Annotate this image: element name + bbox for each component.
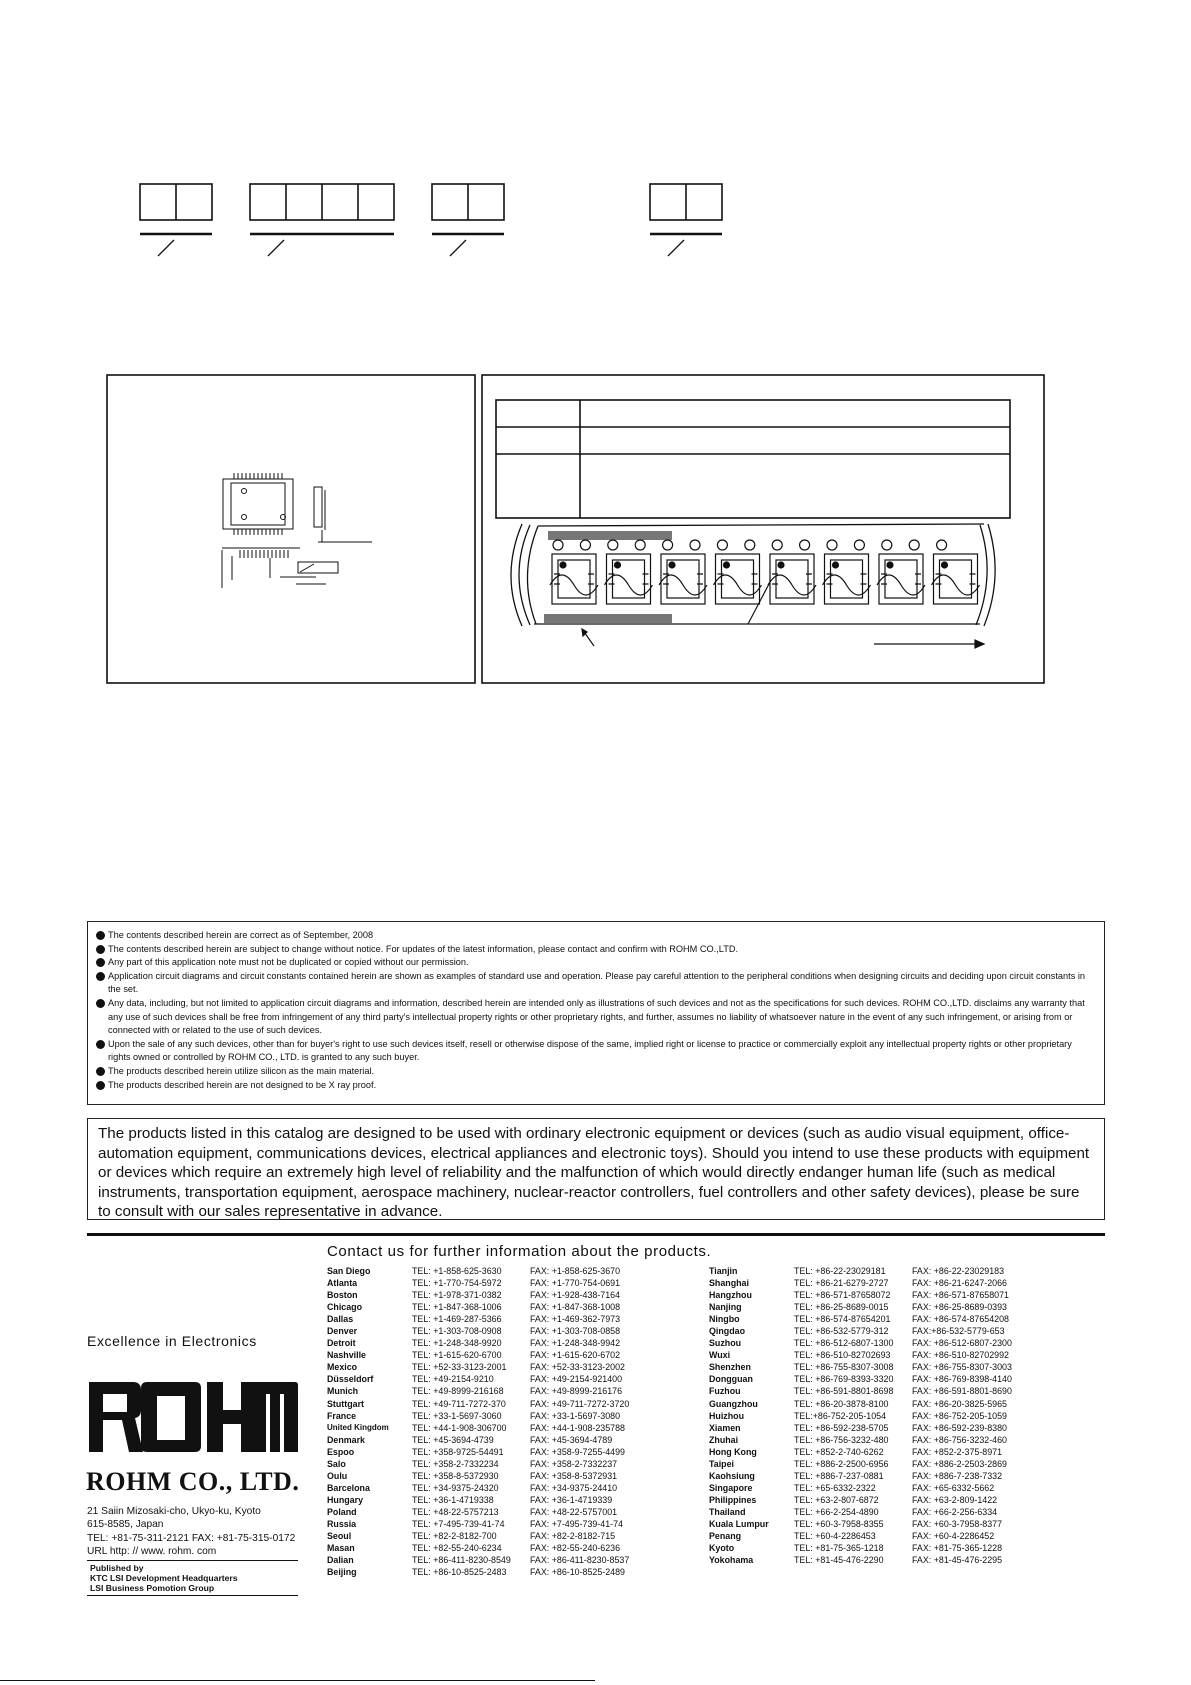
contact-tel: TEL: +86-25-8689-0015 xyxy=(794,1302,889,1313)
contact-fax: FAX:+86-532-5779-653 xyxy=(912,1326,1005,1337)
contact-tel: TEL: +7-495-739-41-74 xyxy=(412,1518,505,1529)
sprocket-hole xyxy=(937,540,947,550)
contact-fax: FAX: +86-510-82702992 xyxy=(912,1350,1009,1361)
contact-tel: TEL: +1-858-625-3630 xyxy=(412,1266,502,1276)
contact-row xyxy=(327,1518,670,1530)
contact-fax: FAX: +45-3694-4789 xyxy=(530,1434,613,1445)
contact-fax: FAX: +60-3-7958-8377 xyxy=(912,1518,1003,1529)
tagline: Excellence in Electronics xyxy=(87,1333,257,1349)
contact-city: Xiamen xyxy=(709,1422,741,1433)
contact-tel: TEL: +63-2-807-6872 xyxy=(794,1494,879,1505)
contact-tel: TEL: +60-3-7958-8355 xyxy=(794,1518,884,1529)
contact-row xyxy=(327,1289,670,1301)
contact-fax: FAX: +358-8-5372931 xyxy=(530,1470,618,1481)
contact-city: Guangzhou xyxy=(709,1398,758,1409)
contact-tel: TEL: +886-7-237-0881 xyxy=(794,1470,884,1481)
contact-row xyxy=(709,1325,1052,1337)
tape-pocket xyxy=(768,554,816,604)
tape-pocket xyxy=(932,554,980,604)
contact-row xyxy=(327,1265,670,1277)
contact-fax: FAX: +86-571-87658071 xyxy=(912,1290,1009,1301)
contact-row xyxy=(327,1385,670,1397)
contact-fax: FAX: +66-2-256-6334 xyxy=(912,1506,998,1517)
contact-tel: TEL: +886-2-2500-6956 xyxy=(794,1458,889,1469)
contact-city: Denver xyxy=(327,1326,358,1337)
contact-city: Chicago xyxy=(327,1302,363,1313)
published-by xyxy=(87,1560,298,1596)
contact-city: Dallas xyxy=(327,1314,354,1325)
contact-city: Wuxi xyxy=(709,1350,731,1361)
contact-row xyxy=(709,1518,1052,1530)
contact-city: San Diego xyxy=(327,1266,371,1276)
contact-tel: TEL: +82-55-240-6234 xyxy=(412,1543,502,1554)
contact-fax: FAX: +1-469-362-7973 xyxy=(530,1314,621,1325)
contact-row xyxy=(327,1494,670,1506)
address-line-2: 615-8585, Japan xyxy=(87,1519,164,1531)
legal-item xyxy=(96,1079,1096,1093)
contact-fax: FAX: +49-8999-216176 xyxy=(530,1386,623,1397)
contact-row xyxy=(327,1410,670,1422)
contact-title: Contact us for further information about the products. xyxy=(327,1243,712,1260)
sprocket-hole xyxy=(663,540,673,550)
sprocket-hole xyxy=(745,540,755,550)
contact-row xyxy=(327,1277,670,1289)
legal-item-text: The products described herein utilize silicon as the main material. xyxy=(108,1065,375,1076)
contact-tel: TEL: +1-770-754-5972 xyxy=(412,1278,502,1289)
contact-row xyxy=(709,1373,1052,1385)
contact-city: Yokohama xyxy=(709,1555,754,1566)
contact-row xyxy=(709,1265,1052,1277)
contact-fax: FAX: +81-75-365-1228 xyxy=(912,1543,1003,1554)
contact-city: Oulu xyxy=(327,1470,348,1481)
contact-fax: FAX: +82-55-240-6236 xyxy=(530,1543,621,1554)
contact-row xyxy=(327,1337,670,1349)
contact-tel: TEL: +45-3694-4739 xyxy=(412,1434,494,1445)
contact-tel: TEL: +86-592-238-5705 xyxy=(794,1422,889,1433)
contact-row xyxy=(709,1410,1052,1422)
contact-row xyxy=(709,1482,1052,1494)
contact-fax: FAX: +86-755-8307-3003 xyxy=(912,1362,1012,1373)
contact-city: Denmark xyxy=(327,1434,365,1445)
legal-item-text: The products described herein are not designed to be X ray proof. xyxy=(108,1079,377,1090)
contact-fax: FAX: +49-2154-921400 xyxy=(530,1374,623,1385)
sprocket-hole xyxy=(800,540,810,550)
contact-fax: FAX: +81-45-476-2295 xyxy=(912,1555,1003,1566)
contact-tel: TEL: +358-8-5372930 xyxy=(412,1470,499,1481)
contact-row xyxy=(709,1506,1052,1518)
contact-row xyxy=(709,1289,1052,1301)
sprocket-hole xyxy=(608,540,618,550)
contact-tel: TEL: +81-75-365-1218 xyxy=(794,1543,884,1554)
legal-item-text: Any part of this application note must not be duplicated or copied without our permission. xyxy=(108,957,469,968)
contact-city: Nashville xyxy=(327,1350,366,1361)
sprocket-hole xyxy=(580,540,590,550)
contact-tel: TEL: +86-20-3878-8100 xyxy=(794,1398,889,1409)
contact-city: Hong Kong xyxy=(709,1446,757,1457)
contact-fax: FAX: +65-6332-5662 xyxy=(912,1482,995,1493)
legal-item xyxy=(96,956,1096,970)
contact-tel: TEL: +49-711-7272-370 xyxy=(412,1398,506,1409)
contact-fax: FAX: +48-22-5757001 xyxy=(530,1506,618,1517)
company-name: ROHM CO., LTD. xyxy=(86,1467,300,1496)
contact-city: Philippines xyxy=(709,1494,757,1505)
contact-city: Barcelona xyxy=(327,1482,370,1493)
contact-city: Hangzhou xyxy=(709,1290,752,1301)
contact-fax: FAX: +49-711-7272-3720 xyxy=(530,1398,630,1409)
contact-row xyxy=(327,1470,670,1482)
contact-tel: TEL: +358-9725-54491 xyxy=(412,1446,504,1457)
bullet-icon xyxy=(96,945,105,954)
contact-row xyxy=(327,1398,670,1410)
contact-row xyxy=(709,1277,1052,1289)
contact-fax: FAX: +1-847-368-1008 xyxy=(530,1302,621,1313)
contact-fax: FAX: +86-769-8398-4140 xyxy=(912,1374,1012,1385)
contact-fax: FAX: +86-756-3232-460 xyxy=(912,1434,1007,1445)
contact-tel: TEL: +34-9375-24320 xyxy=(412,1482,499,1493)
contact-city: Nanjing xyxy=(709,1302,742,1313)
contact-fax: FAX: +1-858-625-3670 xyxy=(530,1266,621,1276)
contact-row xyxy=(709,1494,1052,1506)
contact-fax: FAX: +86-20-3825-5965 xyxy=(912,1398,1007,1409)
contact-tel: TEL: +33-1-5697-3060 xyxy=(412,1410,502,1421)
contact-city: Shanghai xyxy=(709,1278,749,1289)
bullet-icon xyxy=(96,1067,105,1076)
contact-tel: TEL: +86-574-87654201 xyxy=(794,1314,891,1325)
contact-city: Penang xyxy=(709,1531,742,1542)
tape-pocket xyxy=(659,554,707,604)
contact-fax: FAX: +886-2-2503-2869 xyxy=(912,1458,1007,1469)
published-dept-2: LSI Business Pomotion Group xyxy=(90,1583,215,1593)
contact-city: Seoul xyxy=(327,1531,352,1542)
contact-tel: TEL: +86-571-87658072 xyxy=(794,1290,891,1301)
sprocket-hole xyxy=(717,540,727,550)
contact-row xyxy=(327,1301,670,1313)
contact-fax: FAX: +60-4-2286452 xyxy=(912,1531,995,1542)
contact-row xyxy=(327,1566,670,1578)
contact-row xyxy=(709,1470,1052,1482)
contact-fax: FAX: +1-615-620-6702 xyxy=(530,1350,621,1361)
contact-city: Atlanta xyxy=(327,1278,358,1289)
legal-notes xyxy=(87,921,1105,1105)
contact-tel: TEL: +44-1-908-306700 xyxy=(412,1422,507,1433)
address-line-1: 21 Saiin Mizosaki-cho, Ukyo-ku, Kyoto xyxy=(87,1506,261,1517)
contact-row xyxy=(327,1361,670,1373)
contact-row xyxy=(709,1385,1052,1397)
contact-tel: TEL: +1-469-287-5366 xyxy=(412,1314,502,1325)
contact-tel: TEL: +49-2154-9210 xyxy=(412,1374,494,1385)
legal-item xyxy=(96,1065,1096,1079)
contact-city: Thailand xyxy=(709,1506,746,1517)
contact-fax: FAX: +86-574-87654208 xyxy=(912,1314,1009,1325)
contact-row xyxy=(327,1506,670,1518)
legal-item-text: Upon the sale of any such devices, other than for buyer's right to use such devices itself, resell or otherwise dispose of the same, implied right or license to practice or commercially exploit any intellectual property rights or other proprietary rights owned or controlled by ROHM CO., LTD. is granted to any such buyer. xyxy=(108,1038,1072,1063)
contact-fax: FAX: +36-1-4719339 xyxy=(530,1494,613,1505)
contact-tel: TEL: +65-6332-2322 xyxy=(794,1482,876,1493)
contact-city: Dalian xyxy=(327,1555,354,1566)
contact-tel: TEL: +81-45-476-2290 xyxy=(794,1555,884,1566)
contact-city: Russia xyxy=(327,1518,357,1529)
contact-fax: FAX: +86-591-8801-8690 xyxy=(912,1386,1012,1397)
contact-tel: TEL: +1-978-371-0382 xyxy=(412,1290,502,1301)
contact-city: Shenzhen xyxy=(709,1362,751,1373)
contact-tel: TEL: +1-847-368-1006 xyxy=(412,1302,502,1313)
contact-tel: TEL: +52-33-3123-2001 xyxy=(412,1362,507,1373)
contact-tel: TEL: +86-755-8307-3008 xyxy=(794,1362,894,1373)
contact-tel: TEL: +49-8999-216168 xyxy=(412,1386,504,1397)
contact-city: Kyoto xyxy=(709,1543,735,1554)
contact-fax: FAX: +86-512-6807-2300 xyxy=(912,1338,1012,1349)
sprocket-hole xyxy=(635,540,645,550)
contact-city: France xyxy=(327,1410,357,1421)
contact-tel: TEL: +852-2-740-6262 xyxy=(794,1446,884,1457)
contact-city: Dongguan xyxy=(709,1374,753,1385)
contact-row xyxy=(709,1542,1052,1554)
contact-fax: FAX: +358-2-7332237 xyxy=(530,1458,618,1469)
contact-row xyxy=(327,1554,670,1566)
contact-tel: TEL: +36-1-4719338 xyxy=(412,1494,494,1505)
published-dept-1: KTC LSI Development Headquarters xyxy=(90,1573,238,1583)
contact-row xyxy=(709,1422,1052,1434)
contact-city: Taipei xyxy=(709,1458,734,1469)
contact-fax: FAX: +86-10-8525-2489 xyxy=(530,1567,625,1578)
contact-city: Fuzhou xyxy=(709,1386,741,1397)
contact-city: Huizhou xyxy=(709,1410,744,1421)
contact-tel: TEL: +86-10-8525-2483 xyxy=(412,1567,507,1578)
contact-tel: TEL: +1-615-620-6700 xyxy=(412,1350,502,1361)
contact-city: Mexico xyxy=(327,1362,358,1373)
contact-tel: TEL: +82-2-8182-700 xyxy=(412,1531,497,1542)
contact-row xyxy=(327,1542,670,1554)
legal-item-text: The contents described herein are subject to change without notice. For updates of the latest information, please contact and confirm with ROHM CO.,LTD. xyxy=(108,943,739,954)
contact-list-left xyxy=(327,1265,670,1578)
tape-pocket xyxy=(877,554,925,604)
contact-row xyxy=(327,1422,670,1434)
contact-tel: TEL: +86-510-82702693 xyxy=(794,1350,891,1361)
bottom-rule xyxy=(0,1680,595,1681)
contact-tel: TEL: +1-248-348-9920 xyxy=(412,1338,502,1349)
contact-tel: TEL: +86-411-8230-8549 xyxy=(412,1555,511,1566)
contact-row xyxy=(327,1458,670,1470)
contact-row xyxy=(709,1434,1052,1446)
sprocket-hole xyxy=(882,540,892,550)
contact-row xyxy=(327,1530,670,1542)
contact-row xyxy=(327,1482,670,1494)
usage-warning xyxy=(87,1118,1105,1220)
contact-fax: FAX: +63-2-809-1422 xyxy=(912,1494,998,1505)
contact-city: United Kingdom xyxy=(327,1422,389,1432)
contact-tel: TEL: +86-591-8801-8698 xyxy=(794,1386,894,1397)
bullet-icon xyxy=(96,931,105,940)
contact-tel: TEL: +86-532-5779-312 xyxy=(794,1326,889,1337)
tape-pocket xyxy=(550,554,598,604)
contact-row xyxy=(709,1398,1052,1410)
contact-city: Poland xyxy=(327,1506,357,1517)
contact-row xyxy=(709,1349,1052,1361)
contact-city: Masan xyxy=(327,1543,355,1554)
contact-city: Hungary xyxy=(327,1494,363,1505)
contact-row xyxy=(709,1361,1052,1373)
legal-item-text: Any data, including, but not limited to application circuit diagrams and information, described herein are intended only as illustrations of such devices and not as the specifications for such devices. ROHM CO.,LTD. disclaims any warranty that any use of such devices shall be free from infringement of any third party's intellectual property rights or other proprietary rights, and further, assumes no liability of whatsoever nature in the event of any such infringement, or arising from or connected with or related to the use of such devices. xyxy=(108,997,1085,1036)
contact-fax: FAX: +34-9375-24410 xyxy=(530,1482,618,1493)
contact-list-right xyxy=(709,1265,1052,1566)
contact-city: Qingdao xyxy=(709,1326,745,1337)
contact-city: Ningbo xyxy=(709,1314,740,1325)
company-url[interactable]: URL http: // www. rohm. com xyxy=(87,1546,217,1558)
taping-drawing xyxy=(0,0,1191,700)
contact-city: Düsseldorf xyxy=(327,1374,374,1385)
company-address xyxy=(87,1505,295,1559)
bullet-icon xyxy=(96,1040,105,1049)
contact-row xyxy=(327,1349,670,1361)
contact-city: Munich xyxy=(327,1386,359,1397)
sprocket-hole xyxy=(854,540,864,550)
contact-city: Kuala Lumpur xyxy=(709,1518,769,1529)
legal-item-text: The contents described herein are correct as of September, 2008 xyxy=(108,930,374,940)
contact-row xyxy=(709,1446,1052,1458)
contact-city: Salo xyxy=(327,1458,346,1469)
contact-city: Suzhou xyxy=(709,1338,742,1349)
company-tel-fax: TEL: +81-75-311-2121 FAX: +81-75-315-0172 xyxy=(87,1532,296,1544)
contact-city: Beijing xyxy=(327,1567,357,1578)
contact-row xyxy=(327,1313,670,1325)
contact-city: Tianjin xyxy=(709,1266,738,1276)
contact-fax: FAX: +1-928-438-7164 xyxy=(530,1290,621,1301)
legal-item xyxy=(96,1038,1096,1065)
bullet-icon xyxy=(96,999,105,1008)
footer-rule xyxy=(87,1233,1105,1236)
contact-city: Espoo xyxy=(327,1446,355,1457)
contact-fax: FAX: +86-21-6247-2066 xyxy=(912,1278,1007,1289)
contact-fax: FAX: +52-33-3123-2002 xyxy=(530,1362,625,1373)
contact-fax: FAX: +1-770-754-0691 xyxy=(530,1278,621,1289)
legal-item xyxy=(96,943,1096,957)
contact-fax: FAX: +1-303-708-0858 xyxy=(530,1326,621,1337)
contact-fax: FAX: +1-248-348-9942 xyxy=(530,1338,621,1349)
contact-fax: FAX: +7-495-739-41-74 xyxy=(530,1518,624,1529)
contact-fax: FAX: +886-7-238-7332 xyxy=(912,1470,1003,1481)
contact-fax: FAX: +86-592-239-8380 xyxy=(912,1422,1007,1433)
contact-tel: TEL: +86-512-6807-1300 xyxy=(794,1338,894,1349)
contact-row xyxy=(709,1301,1052,1313)
contact-fax: FAX: +358-9-7255-4499 xyxy=(530,1446,625,1457)
bullet-icon xyxy=(96,972,105,981)
contact-city: Detroit xyxy=(327,1338,356,1349)
contact-city: Stuttgart xyxy=(327,1398,364,1409)
legal-item xyxy=(96,929,1096,943)
bullet-icon xyxy=(96,1081,105,1090)
contact-row xyxy=(709,1554,1052,1566)
published-by-label: Published by xyxy=(90,1563,144,1573)
contact-row xyxy=(327,1446,670,1458)
contact-tel: TEL: +86-21-6279-2727 xyxy=(794,1278,889,1289)
contact-fax: FAX: +86-411-8230-8537 xyxy=(530,1555,630,1566)
contact-fax: FAX: +86-25-8689-0393 xyxy=(912,1302,1007,1313)
contact-row xyxy=(327,1325,670,1337)
contact-tel: TEL: +66-2-254-4890 xyxy=(794,1506,879,1517)
contact-fax: FAX: +44-1-908-235788 xyxy=(530,1422,625,1433)
contact-city: Kaohsiung xyxy=(709,1470,755,1481)
contact-tel: TEL: +86-22-23029181 xyxy=(794,1266,886,1276)
contact-tel: TEL: +86-756-3232-480 xyxy=(794,1434,889,1445)
contact-fax: FAX: +86-752-205-1059 xyxy=(912,1410,1007,1421)
legal-item-text: Application circuit diagrams and circuit constants contained herein are shown as examples of standard use and operation. Please pay careful attention to the peripheral conditions when designing circuits and deciding upon circuit constants in the set. xyxy=(108,970,1086,995)
contact-tel: TEL: +60-4-2286453 xyxy=(794,1531,876,1542)
contact-row xyxy=(327,1434,670,1446)
sprocket-hole xyxy=(690,540,700,550)
sprocket-hole xyxy=(772,540,782,550)
sprocket-hole xyxy=(827,540,837,550)
contact-city: Boston xyxy=(327,1290,358,1301)
contact-tel: TEL: +358-2-7332234 xyxy=(412,1458,499,1469)
usage-warning-text: The products listed in this catalog are designed to be used with ordinary electronic equipment or devices (such as audio visual equipment, office-automation equipment, communications devices, electrical appliances and electronic toys). Should you intend to use these products with equipment or devices which require an extremely high level of reliability and the malfunction of which would directly endanger human life (such as medical instruments, transportation equipment, aerospace machinery, nuclear-reactor controllers, fuel controllers and other safety devices), please be sure to consult with our sales representative in advance. xyxy=(98,1125,1090,1221)
contact-row xyxy=(709,1313,1052,1325)
contact-row xyxy=(709,1337,1052,1349)
tape-pocket xyxy=(714,554,762,604)
contact-fax: FAX: +852-2-375-8971 xyxy=(912,1446,1003,1457)
legal-item xyxy=(96,997,1096,1038)
contact-city: Singapore xyxy=(709,1482,753,1493)
tape-pocket xyxy=(605,554,653,604)
contact-tel: TEL: +48-22-5757213 xyxy=(412,1506,499,1517)
contact-tel: TEL: +1-303-708-0908 xyxy=(412,1326,502,1337)
contact-city: Zhuhai xyxy=(709,1434,739,1445)
contact-fax: FAX: +33-1-5697-3080 xyxy=(530,1410,621,1421)
sprocket-hole xyxy=(553,540,563,550)
contact-row xyxy=(327,1373,670,1385)
contact-row xyxy=(709,1530,1052,1542)
contact-tel: TEL: +86-769-8393-3320 xyxy=(794,1374,894,1385)
contact-fax: FAX: +86-22-23029183 xyxy=(912,1266,1005,1276)
legal-item xyxy=(96,970,1096,997)
bullet-icon xyxy=(96,958,105,967)
sprocket-hole xyxy=(909,540,919,550)
rohm-logo xyxy=(87,1378,298,1456)
contact-tel: TEL:+86-752-205-1054 xyxy=(794,1410,887,1421)
contact-row xyxy=(709,1458,1052,1470)
tape-pocket xyxy=(823,554,871,604)
contact-fax: FAX: +82-2-8182-715 xyxy=(530,1531,616,1542)
